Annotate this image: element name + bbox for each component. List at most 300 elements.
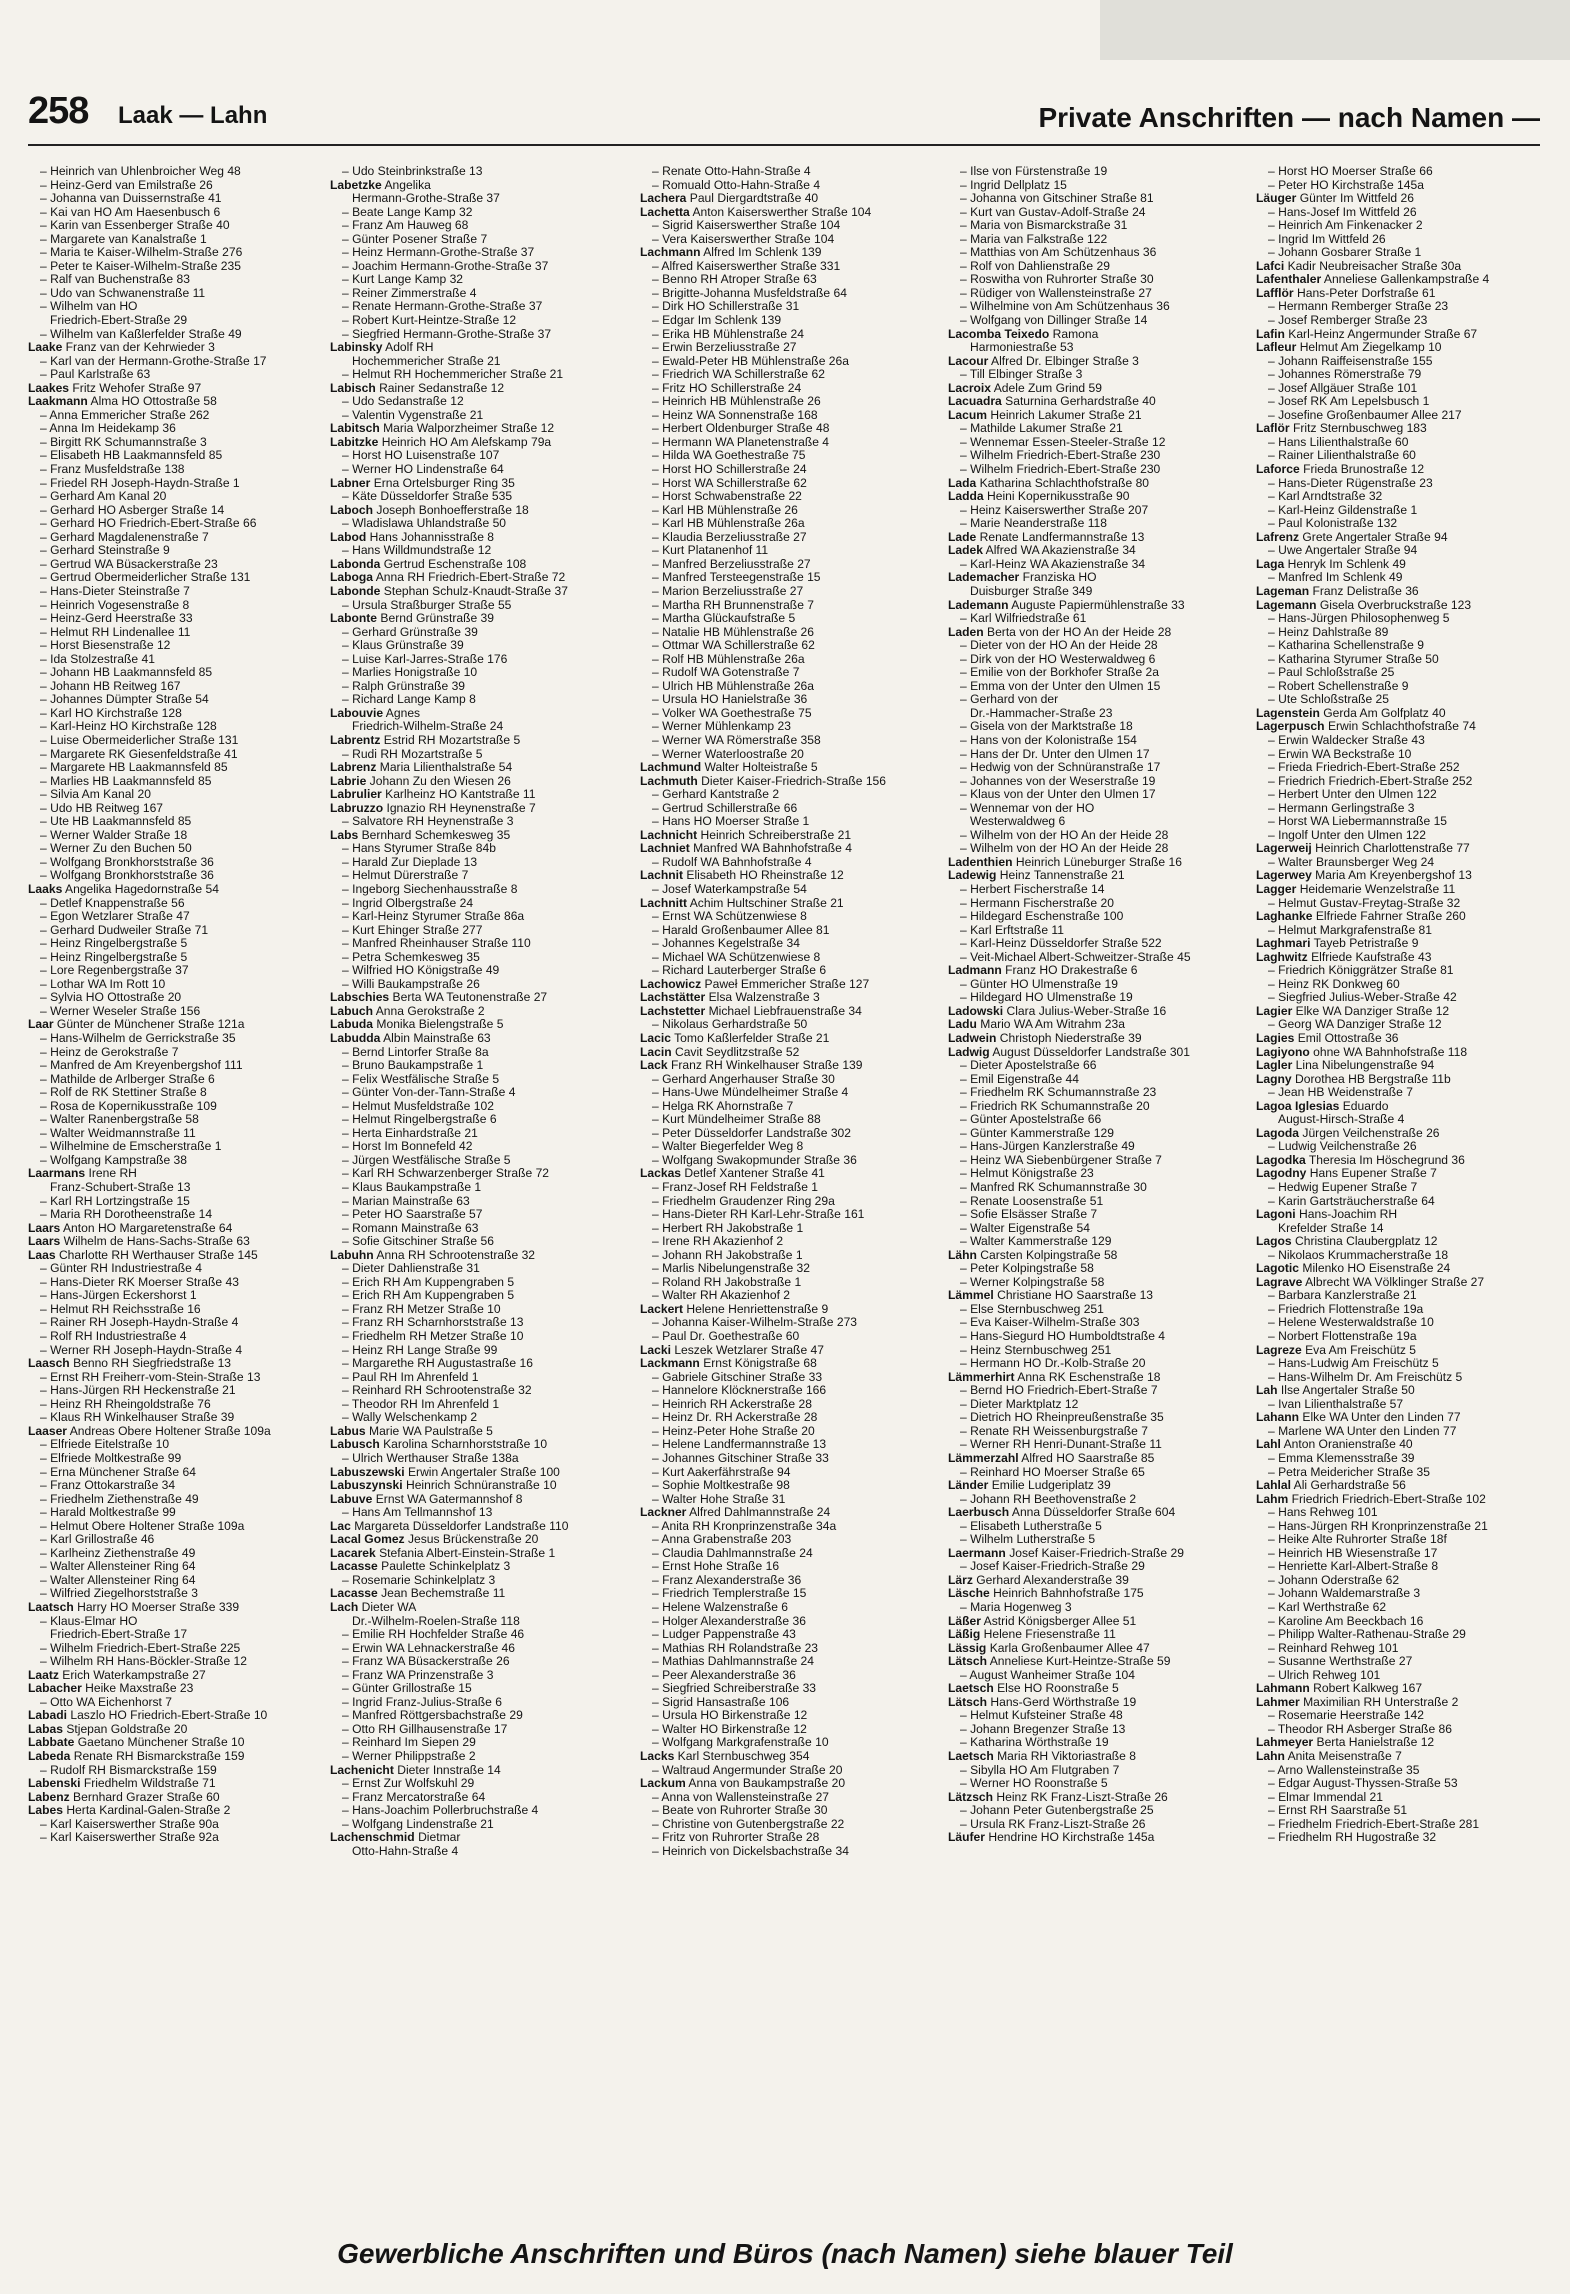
entry-text: Henriette Karl-Albert-Straße 8 xyxy=(1278,1560,1439,1574)
entry-text: Herbert Unter den Ulmen 122 xyxy=(1278,788,1437,802)
entry-text: Gertrud Obermeiderlicher Straße 131 xyxy=(50,571,251,585)
directory-entry xyxy=(1256,761,1540,775)
surname: Labenski xyxy=(28,1777,81,1791)
surname: Lagny xyxy=(1256,1072,1292,1086)
entry-text: Klaus Grünstraße 39 xyxy=(352,639,464,653)
entry-text: Erwin WA Lehnackerstraße 46 xyxy=(352,1641,515,1655)
entry-text: Anna RK Eschenstraße 18 xyxy=(1017,1370,1161,1384)
directory-entry xyxy=(948,1723,1248,1737)
entry-text: Günter Kammerstraße 129 xyxy=(970,1126,1114,1140)
directory-entry xyxy=(1256,734,1540,748)
entry-text: Elisabeth Lutherstraße 5 xyxy=(970,1519,1102,1533)
entry-text: Anna Düsseldorfer Straße 604 xyxy=(1011,1506,1176,1520)
entry-text: Udo Sedanstraße 12 xyxy=(352,395,464,409)
entry-text: Karl-Heinz HO Kirchstraße 128 xyxy=(50,720,217,734)
surname: Labes xyxy=(28,1804,63,1818)
directory-entry xyxy=(948,300,1248,314)
surname: Ladmann xyxy=(948,964,1002,978)
directory-entry xyxy=(640,1804,940,1818)
directory-entry xyxy=(330,897,630,911)
directory-entry xyxy=(640,829,940,843)
entry-text: Hedwig von der Schnüranstraße 17 xyxy=(970,761,1161,775)
surname: Lachenicht xyxy=(330,1763,394,1777)
entry-text: Dirk von der HO Westerwaldweg 6 xyxy=(970,652,1156,666)
surname: Lackner xyxy=(640,1506,687,1520)
entry-text: Stjepan Goldstraße 20 xyxy=(66,1722,188,1736)
directory-entry xyxy=(28,409,316,423)
directory-entry xyxy=(330,788,630,802)
directory-entry xyxy=(330,815,630,829)
entry-text: Ute Schloßstraße 25 xyxy=(1278,693,1389,707)
surname: Lacum xyxy=(948,408,987,422)
entry-text: Hermann-Grothe-Straße 37 xyxy=(352,192,500,206)
entry-text: Heinrich von Dickelsbachstraße 34 xyxy=(662,1844,849,1858)
entry-text: Jürgen Westfälische Straße 5 xyxy=(352,1153,511,1167)
directory-entry xyxy=(330,1642,630,1656)
directory-entry xyxy=(948,1086,1248,1100)
directory-entry xyxy=(330,869,630,883)
entry-text: Hans-Dieter RH Karl-Lehr-Straße 161 xyxy=(662,1208,865,1222)
surname: Laboch xyxy=(330,503,374,517)
directory-entry xyxy=(28,1574,316,1588)
directory-entry xyxy=(28,1669,316,1683)
entry-text: Gisela von der Marktstraße 18 xyxy=(970,720,1133,734)
directory-entry xyxy=(948,1384,1248,1398)
entry-text: Margarethe RH Augustastraße 16 xyxy=(352,1357,533,1371)
directory-entry xyxy=(948,761,1248,775)
directory-entry xyxy=(330,1520,630,1534)
directory-entry xyxy=(1256,1316,1540,1330)
directory-entry xyxy=(28,544,316,558)
entry-text: Hans-Dieter RK Moerser Straße 43 xyxy=(50,1275,239,1289)
directory-entry xyxy=(28,1764,316,1778)
entry-text: Hildegard HO Ulmenstraße 19 xyxy=(970,991,1133,1005)
entry-text: Johann Zu den Wiesen 26 xyxy=(369,774,511,788)
directory-entry xyxy=(640,842,940,856)
entry-text: Wilhelm von der HO An der Heide 28 xyxy=(970,828,1169,842)
directory-entry xyxy=(948,1425,1248,1439)
directory-entry xyxy=(330,1384,630,1398)
directory-entry xyxy=(28,842,316,856)
surname: Labenz xyxy=(28,1790,70,1804)
entry-text: Friedrich Flottenstraße 19a xyxy=(1278,1302,1424,1316)
entry-text: Irene RH Akazienhof 2 xyxy=(662,1235,784,1249)
entry-text: Horst Im Bonnefeld 42 xyxy=(352,1140,473,1154)
directory-entry xyxy=(948,585,1248,599)
directory-entry xyxy=(948,287,1248,301)
entry-text: Fritz Sternbuschweg 183 xyxy=(1292,422,1427,436)
entry-text: Hans HO Moerser Straße 1 xyxy=(662,815,810,829)
surname: Lagodny xyxy=(1256,1167,1307,1181)
entry-text: Heidemarie Wenzelstraße 11 xyxy=(1299,882,1456,896)
directory-entry xyxy=(330,693,630,707)
entry-text: Walter Biegerfelder Weg 8 xyxy=(662,1140,804,1154)
directory-entry xyxy=(640,544,940,558)
entry-text: ohne WA Bahnhofstraße 118 xyxy=(1313,1045,1468,1059)
directory-entry xyxy=(1256,1628,1540,1642)
entry-text: Otto WA Eichenhorst 7 xyxy=(50,1695,172,1709)
entry-text: Wolfgang Bronkhorststraße 36 xyxy=(50,869,214,883)
surname: Lagiyono xyxy=(1256,1045,1310,1059)
surname: Lätzsch xyxy=(948,1790,994,1804)
entry-text: Helmut Am Ziegelkamp 10 xyxy=(1299,341,1442,355)
entry-text: Hans-Gerd Wörthstraße 19 xyxy=(990,1695,1137,1709)
surname: Lätsch xyxy=(948,1695,987,1709)
entry-text: Manfred Tersteegenstraße 15 xyxy=(662,571,821,585)
entry-text: Karl van der Hermann-Grothe-Straße 17 xyxy=(50,354,267,368)
entry-text: Horst HO Moerser Straße 66 xyxy=(1278,165,1433,178)
entry-text: Margarete van Kanalstraße 1 xyxy=(50,232,207,246)
directory-entry xyxy=(28,531,316,545)
entry-text: Dirk HO Schillerstraße 31 xyxy=(662,300,800,314)
entry-text: Walter Braunsberger Weg 24 xyxy=(1278,855,1435,869)
entry-text: Johann Gosbarer Straße 1 xyxy=(1278,246,1422,260)
surname: Lagoa Iglesias xyxy=(1256,1099,1340,1113)
directory-entry xyxy=(330,1845,630,1859)
entry-text: Heinrich Am Finkenacker 2 xyxy=(1278,219,1423,233)
entry-text: Gerhard Alexanderstraße 39 xyxy=(976,1573,1129,1587)
surname: Labacher xyxy=(28,1682,82,1696)
entry-text: Otto RH Gillhausenstraße 17 xyxy=(352,1722,508,1736)
entry-text: Mathias Dahlmannstraße 24 xyxy=(662,1655,815,1669)
directory-entry xyxy=(1256,449,1540,463)
directory-entry xyxy=(640,653,940,667)
directory-entry xyxy=(640,1628,940,1642)
directory-entry xyxy=(640,382,940,396)
directory-entry xyxy=(28,1655,316,1669)
directory-entry xyxy=(1256,1723,1540,1737)
directory-entry xyxy=(1256,883,1540,897)
entry-text: Friedhelm Friedrich-Ebert-Straße 281 xyxy=(1278,1817,1480,1831)
entry-text: Margarete HB Laakmannsfeld 85 xyxy=(50,761,228,775)
entry-text: Ilse von Fürstenstraße 19 xyxy=(970,165,1108,178)
entry-text: Helmut Obere Holtener Straße 109a xyxy=(50,1519,245,1533)
directory-entry xyxy=(330,449,630,463)
entry-text: Sofie Gitschiner Straße 56 xyxy=(352,1235,494,1249)
directory-entry xyxy=(1256,1696,1540,1710)
directory-entry xyxy=(28,1587,316,1601)
directory-entry xyxy=(948,1533,1248,1547)
directory-entry xyxy=(948,477,1248,491)
directory-entry xyxy=(330,626,630,640)
entry-text: Marlis Nibelungenstraße 32 xyxy=(662,1262,810,1276)
entry-text: Rudolf WA Gotenstraße 7 xyxy=(662,666,800,680)
entry-text: Dieter Marktplatz 12 xyxy=(970,1397,1079,1411)
entry-text: Maria te Kaiser-Wilhelm-Straße 276 xyxy=(50,246,243,260)
directory-entry xyxy=(948,937,1248,951)
directory-entry xyxy=(1256,788,1540,802)
entry-text: Jürgen Veilchenstraße 26 xyxy=(1302,1126,1440,1140)
entry-text: Hilda WA Goethestraße 75 xyxy=(662,449,806,463)
entry-text: Kai van HO Am Haesenbusch 6 xyxy=(50,205,221,219)
directory-entry xyxy=(28,1398,316,1412)
directory-entry xyxy=(948,436,1248,450)
entry-text: Werner Kolpingstraße 58 xyxy=(970,1275,1105,1289)
entry-text: Rolf RH Industriestraße 4 xyxy=(50,1330,187,1344)
directory-entry xyxy=(330,1587,630,1601)
directory-entry xyxy=(330,1046,630,1060)
entry-text: Karl RH Lortzingstraße 15 xyxy=(50,1194,190,1208)
directory-entry xyxy=(1256,463,1540,477)
entry-text: Elisabeth HO Rheinstraße 12 xyxy=(686,869,844,883)
directory-entry xyxy=(330,395,630,409)
directory-entry xyxy=(330,273,630,287)
directory-entry xyxy=(948,1100,1248,1114)
surname: Lackmann xyxy=(640,1357,700,1371)
directory-entry xyxy=(1256,1303,1540,1317)
directory-entry xyxy=(330,1276,630,1290)
directory-entry xyxy=(948,1601,1248,1615)
entry-text: Hans-Dieter Rügenstraße 23 xyxy=(1278,476,1433,490)
directory-entry xyxy=(1256,1289,1540,1303)
directory-entry xyxy=(640,1384,940,1398)
directory-entry xyxy=(640,1669,940,1683)
directory-entry xyxy=(640,1736,940,1750)
directory-entry xyxy=(330,748,630,762)
directory-entry xyxy=(640,287,940,301)
entry-text: Heinz RK Franz-Liszt-Straße 26 xyxy=(996,1790,1168,1804)
entry-text: Friedrich Friedrich-Ebert-Straße 102 xyxy=(1291,1492,1486,1506)
entry-text: Wilfried HO Königstraße 49 xyxy=(352,964,500,978)
directory-entry xyxy=(948,1764,1248,1778)
directory-entry xyxy=(28,368,316,382)
directory-entry xyxy=(28,1073,316,1087)
directory-entry xyxy=(28,1276,316,1290)
directory-entry xyxy=(28,734,316,748)
directory-entry xyxy=(28,1479,316,1493)
entry-text: Wilhelm von der HO An der Heide 28 xyxy=(970,842,1169,856)
directory-entry xyxy=(948,802,1248,816)
entry-text: Maria van Falkstraße 122 xyxy=(970,232,1108,246)
directory-entry xyxy=(28,1018,316,1032)
entry-text: Helmut Dürerstraße 7 xyxy=(352,869,469,883)
entry-text: Erwin Angertaler Straße 100 xyxy=(407,1465,560,1479)
entry-text: Else Sternbuschweg 251 xyxy=(970,1302,1104,1316)
entry-text: Erwin Waldecker Straße 43 xyxy=(1278,733,1425,747)
directory-entry xyxy=(640,206,940,220)
surname: Lah xyxy=(1256,1384,1278,1398)
surname: Lagerpusch xyxy=(1256,720,1325,734)
directory-entry xyxy=(640,1046,940,1060)
directory-entry xyxy=(640,1723,940,1737)
entry-text: Ingrid Franz-Julius-Straße 6 xyxy=(352,1695,502,1709)
surname: Lagreze xyxy=(1256,1343,1302,1357)
directory-entry xyxy=(28,395,316,409)
directory-entry xyxy=(948,1140,1248,1154)
surname: Lahmann xyxy=(1256,1682,1310,1696)
entry-text: Heinrich Vogesenstraße 8 xyxy=(50,598,190,612)
surname: Labuch xyxy=(330,1004,374,1018)
entry-text: Rudi RH Mozartstraße 5 xyxy=(352,747,483,761)
surname: Lahm xyxy=(1256,1492,1289,1506)
directory-entry xyxy=(330,1655,630,1669)
directory-entry xyxy=(1256,1113,1540,1127)
entry-text: Benno RH Siegfriedstraße 13 xyxy=(73,1357,232,1371)
directory-entry xyxy=(1256,1398,1540,1412)
entry-text: Karl-Heinz WA Akazienstraße 34 xyxy=(970,557,1146,571)
directory-entry xyxy=(28,937,316,951)
surname: Länder xyxy=(948,1479,989,1493)
entry-text: Adolf RH xyxy=(385,341,434,355)
surname: Lacin xyxy=(640,1045,672,1059)
entry-text: Heinz RH Rheingoldstraße 76 xyxy=(50,1397,211,1411)
directory-entry xyxy=(1256,179,1540,193)
directory-entry xyxy=(948,680,1248,694)
entry-text: Ernst WA Schützenwiese 8 xyxy=(662,910,807,924)
surname: Ladda xyxy=(948,490,984,504)
entry-text: Emilie Ludgeriplatz 39 xyxy=(991,1479,1111,1493)
directory-entry xyxy=(28,1601,316,1615)
entry-text: Karl Werthstraße 62 xyxy=(1278,1600,1387,1614)
directory-entry xyxy=(28,775,316,789)
directory-entry xyxy=(330,179,630,193)
surname: Lärz xyxy=(948,1573,973,1587)
directory-entry xyxy=(640,1452,940,1466)
surname: Läsche xyxy=(948,1587,990,1601)
entry-text: Felix Westfälische Straße 5 xyxy=(352,1072,500,1086)
entry-text: Paul Diergardtstraße 40 xyxy=(689,192,819,206)
entry-text: Richard Lange Kamp 8 xyxy=(352,693,476,707)
entry-text: Josef RK Am Lepelsbusch 1 xyxy=(1278,395,1430,409)
entry-text: Hans-Josef Im Wittfeld 26 xyxy=(1278,205,1417,219)
directory-entry xyxy=(640,978,940,992)
directory-entry xyxy=(640,1466,940,1480)
directory-entry xyxy=(330,1154,630,1168)
entry-text: Dieter von der HO An der Heide 28 xyxy=(970,639,1158,653)
directory-entry xyxy=(640,1764,940,1778)
entry-text: Werner WA Römerstraße 358 xyxy=(662,733,821,747)
directory-entry xyxy=(330,165,630,179)
directory-entry xyxy=(948,639,1248,653)
directory-entry xyxy=(1256,1601,1540,1615)
entry-text: Heinz de Gerokstraße 7 xyxy=(50,1045,179,1059)
directory-entry xyxy=(640,897,940,911)
entry-text: Werner Philippstraße 2 xyxy=(352,1749,476,1763)
directory-entry xyxy=(640,490,940,504)
directory-entry xyxy=(640,1235,940,1249)
entry-text: Hans-Jürgen Kanzlerstraße 49 xyxy=(970,1140,1135,1154)
directory-entry xyxy=(330,314,630,328)
directory-entry xyxy=(28,761,316,775)
entry-text: Charlotte RH Werthauser Straße 145 xyxy=(58,1248,258,1262)
entry-text: Peter te Kaiser-Wilhelm-Straße 235 xyxy=(50,259,241,273)
entry-text: Sigrid Hansastraße 106 xyxy=(662,1695,790,1709)
entry-text: Lina Nibelungenstraße 94 xyxy=(1295,1059,1435,1073)
entry-text: Gerhard Kantstraße 2 xyxy=(662,788,780,802)
surname: Laas xyxy=(28,1248,56,1262)
entry-text: Erika HB Mühlenstraße 24 xyxy=(662,327,804,341)
directory-entry xyxy=(330,1195,630,1209)
directory-entry xyxy=(948,897,1248,911)
directory-entry xyxy=(948,1520,1248,1534)
directory-entry xyxy=(1256,273,1540,287)
directory-entry xyxy=(330,1371,630,1385)
directory-entry xyxy=(948,422,1248,436)
directory-entry xyxy=(330,1628,630,1642)
entry-text: Karin Gartsträucherstraße 64 xyxy=(1278,1194,1435,1208)
directory-entry xyxy=(948,395,1248,409)
directory-entry xyxy=(1256,192,1540,206)
surname: Läßer xyxy=(948,1614,981,1628)
directory-entry xyxy=(640,179,940,193)
directory-entry xyxy=(640,1330,940,1344)
entry-text: Helmut Musfeldstraße 102 xyxy=(352,1099,494,1113)
entry-text: Rainer Sedanstraße 12 xyxy=(379,381,505,395)
directory-entry xyxy=(1256,1587,1540,1601)
directory-entry xyxy=(330,761,630,775)
entry-text: Wilhelmine von Am Schützenhaus 36 xyxy=(970,300,1170,314)
directory-entry xyxy=(330,1127,630,1141)
entry-text: Friedrich-Wilhelm-Straße 24 xyxy=(352,720,504,734)
entry-text: Walter Allensteiner Ring 64 xyxy=(50,1573,196,1587)
entry-text: Adele Zum Grind 59 xyxy=(993,381,1102,395)
surname: Lafci xyxy=(1256,259,1285,273)
entry-text: Laszlo HO Friedrich-Ebert-Straße 10 xyxy=(70,1709,268,1723)
entry-text: Roswitha von Ruhrorter Straße 30 xyxy=(970,273,1154,287)
entry-text: Mathilde Lakumer Straße 21 xyxy=(970,422,1123,436)
directory-entry xyxy=(1256,1005,1540,1019)
entry-text: Walter Eigenstraße 54 xyxy=(970,1221,1090,1235)
directory-entry xyxy=(948,219,1248,233)
entry-text: Ursula Straßburger Straße 55 xyxy=(352,598,512,612)
entry-text: Kurt Platanenhof 11 xyxy=(662,544,769,558)
entry-text: Gertrud WA Büsackerstraße 23 xyxy=(50,557,218,571)
entry-text: Karlheinz HO Kantstraße 11 xyxy=(385,788,536,802)
entry-text: Wilhelm van Kaßlerfelder Straße 49 xyxy=(50,327,242,341)
entry-text: Ernst WA Gatermannshof 8 xyxy=(375,1492,523,1506)
surname: Labetzke xyxy=(330,178,382,192)
directory-entry xyxy=(640,192,940,206)
directory-entry xyxy=(330,883,630,897)
entry-text: Harald Moltkestraße 99 xyxy=(50,1506,176,1520)
directory-entry xyxy=(28,1384,316,1398)
entry-text: Hannelore Klöcknerstraße 166 xyxy=(662,1384,827,1398)
entry-text: Hans-Joachim Pollerbruchstraße 4 xyxy=(352,1804,539,1818)
directory-entry xyxy=(28,260,316,274)
entry-text: Josef Waterkampstraße 54 xyxy=(662,882,807,896)
entry-text: Hans-Jürgen Eckershorst 1 xyxy=(50,1289,197,1303)
surname: Labschies xyxy=(330,991,390,1005)
entry-text: Hans-Jürgen Philosophenweg 5 xyxy=(1278,612,1450,626)
directory-entry xyxy=(330,1208,630,1222)
entry-text: Anna Gerokstraße 2 xyxy=(375,1004,485,1018)
surname: Lafenthaler xyxy=(1256,273,1322,287)
directory-entry xyxy=(1256,775,1540,789)
entry-text: Johann Peter Gutenbergstraße 25 xyxy=(970,1804,1154,1818)
entry-text: Dieter Kaiser-Friedrich-Straße 156 xyxy=(701,774,886,788)
directory-entry xyxy=(640,300,940,314)
directory-entry xyxy=(640,1493,940,1507)
directory-entry xyxy=(1256,233,1540,247)
entry-text: Dieter Apostelstraße 66 xyxy=(970,1059,1097,1073)
entry-text: Johanna Kaiser-Wilhelm-Straße 273 xyxy=(662,1316,858,1330)
directory-entry xyxy=(1256,355,1540,369)
directory-entry xyxy=(640,219,940,233)
entry-text: Duisburger Straße 349 xyxy=(970,584,1093,598)
entry-text: Heinz WA Siebenbürgener Straße 7 xyxy=(970,1153,1162,1167)
directory-entry xyxy=(28,1466,316,1480)
directory-entry xyxy=(330,1398,630,1412)
entry-text: August Wanheimer Straße 104 xyxy=(969,1668,1136,1682)
directory-entry xyxy=(948,842,1248,856)
entry-text: Renate Landfermannstraße 13 xyxy=(979,530,1145,544)
entry-text: Grete Angertaler Straße 94 xyxy=(1302,530,1448,544)
directory-entry xyxy=(948,1059,1248,1073)
directory-entry xyxy=(330,666,630,680)
entry-text: Dietmar xyxy=(418,1831,461,1845)
directory-entry xyxy=(948,829,1248,843)
surname: Labs xyxy=(330,828,359,842)
